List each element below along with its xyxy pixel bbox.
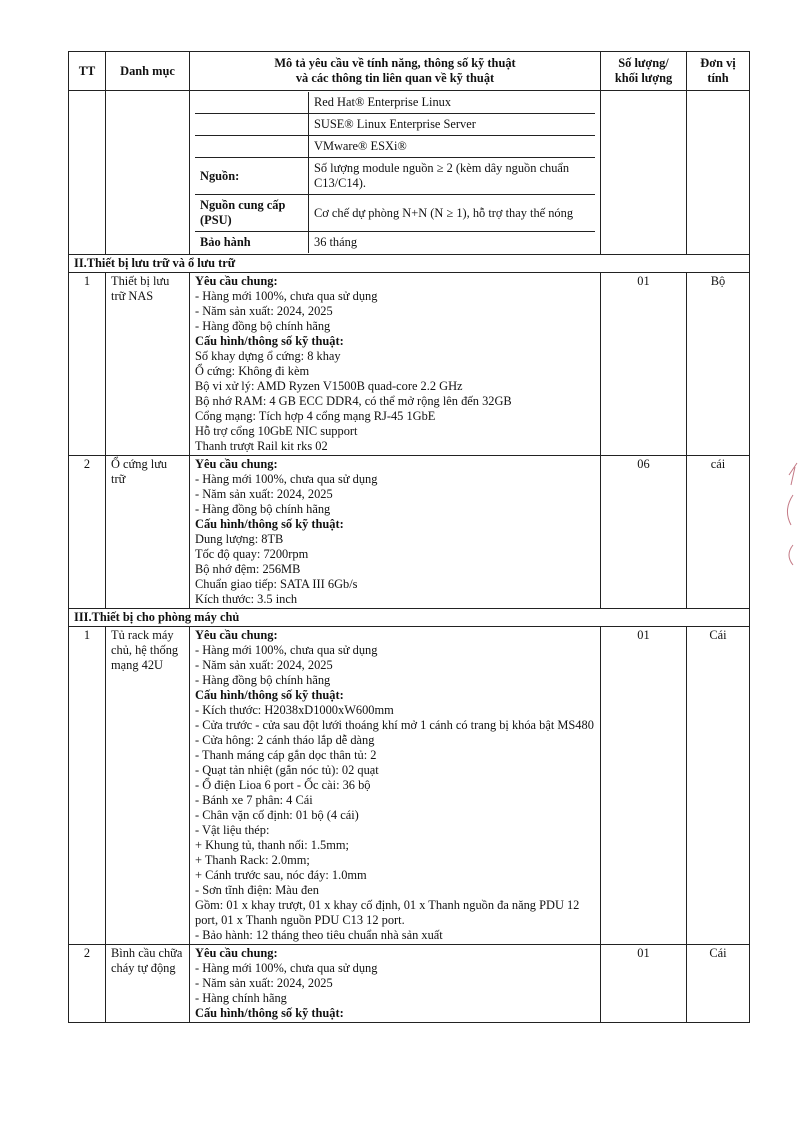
spec-line: Cổng mạng: Tích hợp 4 cổng mạng RJ-45 1GbE xyxy=(195,409,436,423)
spec-line: Hỗ trợ cổng 10GbE NIC support xyxy=(195,424,358,438)
config-heading: Cấu hình/thông số kỹ thuật: xyxy=(195,517,344,531)
spec-line: - Cửa hông: 2 cánh tháo lắp dễ dàng xyxy=(195,733,375,747)
config-heading: Cấu hình/thông số kỹ thuật: xyxy=(195,1006,344,1020)
spec-table xyxy=(68,51,750,1023)
spec-line: - Hàng đồng bộ chính hãng xyxy=(195,502,331,516)
continuation-row xyxy=(69,91,750,255)
spec-line: Gồm: 01 x khay trượt, 01 x khay cố định, 01 x Thanh nguồn đa năng PDU 12 port, 01 x Thanh nguồn PDU C13 12 port. xyxy=(195,898,580,927)
header-unit xyxy=(687,52,750,91)
header-tt: TT xyxy=(69,52,106,91)
spec-line: - Hàng mới 100%, chưa qua sử dụng xyxy=(195,643,378,657)
continuation-spec-cell xyxy=(190,91,601,255)
spec-line: + Khung tủ, thanh nối: 1.5mm; xyxy=(195,838,349,852)
spec-line: - Cửa trước - cửa sau đột lưới thoáng khí mở 1 cánh có trang bị khóa bật MS480 xyxy=(195,718,594,732)
spec-line: Bộ nhớ RAM: 4 GB ECC DDR4, có thể mở rộng lên đến 32GB xyxy=(195,394,512,408)
item-description xyxy=(190,273,601,456)
config-heading: Cấu hình/thông số kỹ thuật: xyxy=(195,334,344,348)
spec-line: - Năm sản xuất: 2024, 2025 xyxy=(195,487,333,501)
header-quantity xyxy=(601,52,687,91)
item-tt: 2 xyxy=(69,456,106,609)
warranty-value: 36 tháng xyxy=(309,232,596,254)
os-row-value: Red Hat® Enterprise Linux xyxy=(309,92,596,114)
continuation-unit xyxy=(687,91,750,255)
item-name: Bình cầu chữa cháy tự động xyxy=(106,945,190,1023)
spec-line: Chuẩn giao tiếp: SATA III 6Gb/s xyxy=(195,577,358,591)
section-title: II.Thiết bị lưu trữ và ổ lưu trữ xyxy=(69,255,750,273)
item-tt: 1 xyxy=(69,273,106,456)
item-description xyxy=(190,945,601,1023)
item-quantity: 01 xyxy=(601,945,687,1023)
spec-line: + Cánh trước sau, nóc đáy: 1.0mm xyxy=(195,868,367,882)
item-name: Thiết bị lưu trữ NAS xyxy=(106,273,190,456)
spec-line: Ổ cứng: Không đi kèm xyxy=(195,364,310,378)
spec-line: Số khay dựng ổ cứng: 8 khay xyxy=(195,349,341,363)
psu-row xyxy=(195,195,595,232)
spec-line: - Hàng mới 100%, chưa qua sử dụng xyxy=(195,961,378,975)
item-unit: Cái xyxy=(687,627,750,945)
spec-line: - Năm sản xuất: 2024, 2025 xyxy=(195,658,333,672)
psu-value: Cơ chế dự phòng N+N (N ≥ 1), hỗ trợ thay thế nóng xyxy=(309,195,596,232)
spec-line: - Vật liệu thép: xyxy=(195,823,270,837)
spec-line: - Chân vặn cố định: 01 bộ (4 cái) xyxy=(195,808,359,822)
spec-line: - Năm sản xuất: 2024, 2025 xyxy=(195,304,333,318)
spec-line: - Hàng mới 100%, chưa qua sử dụng xyxy=(195,289,378,303)
header-category: Danh mục xyxy=(106,52,190,91)
spec-line: - Kích thước: H2038xD1000xW600mm xyxy=(195,703,394,717)
section-row xyxy=(69,609,750,627)
item-unit: Cái xyxy=(687,945,750,1023)
general-heading: Yêu cầu chung: xyxy=(195,628,278,642)
os-row xyxy=(195,114,595,136)
item-quantity: 01 xyxy=(601,273,687,456)
item-tt: 2 xyxy=(69,945,106,1023)
spec-line: - Hàng đồng bộ chính hãng xyxy=(195,673,331,687)
general-heading: Yêu cầu chung: xyxy=(195,946,278,960)
section-title: III.Thiết bị cho phòng máy chủ xyxy=(69,609,750,627)
header-unit-line2: tính xyxy=(707,71,729,85)
spec-line: - Bánh xe 7 phân: 4 Cái xyxy=(195,793,313,807)
table-row xyxy=(69,945,750,1023)
table-row xyxy=(69,456,750,609)
spec-line: - Hàng chính hãng xyxy=(195,991,287,1005)
psu-label: Nguồn cung cấp (PSU) xyxy=(195,195,309,232)
item-description xyxy=(190,627,601,945)
spec-line: - Ổ điện Lioa 6 port - Ốc cài: 36 bộ xyxy=(195,778,371,792)
header-unit-line1: Đơn vị xyxy=(700,56,736,70)
config-heading: Cấu hình/thông số kỹ thuật: xyxy=(195,688,344,702)
item-unit: cái xyxy=(687,456,750,609)
os-row xyxy=(195,136,595,158)
spec-line: Thanh trượt Rail kit rks 02 xyxy=(195,439,328,453)
power-value: Số lượng module nguồn ≥ 2 (kèm dây nguồn chuẩn C13/C14). xyxy=(309,158,596,195)
item-quantity: 01 xyxy=(601,627,687,945)
continuation-tt xyxy=(69,91,106,255)
spec-line: Tốc độ quay: 7200rpm xyxy=(195,547,309,561)
spec-line: - Hàng mới 100%, chưa qua sử dụng xyxy=(195,472,378,486)
spec-line: - Quạt tản nhiệt (gắn nóc tủ): 02 quạt xyxy=(195,763,379,777)
table-row xyxy=(69,627,750,945)
section-row xyxy=(69,255,750,273)
table-header-row xyxy=(69,52,750,91)
general-heading: Yêu cầu chung: xyxy=(195,457,278,471)
header-quantity-line2: khối lượng xyxy=(614,71,673,85)
header-quantity-line1: Số lượng/ xyxy=(618,56,669,70)
power-label: Nguồn: xyxy=(195,158,309,195)
warranty-label: Bảo hành xyxy=(195,232,309,254)
os-row-value: VMware® ESXi® xyxy=(309,136,596,158)
continuation-subtable xyxy=(195,92,595,253)
spec-line: Kích thước: 3.5 inch xyxy=(195,592,298,606)
spec-line: Dung lượng: 8TB xyxy=(195,532,284,546)
general-heading: Yêu cầu chung: xyxy=(195,274,278,288)
header-description-line2: và các thông tin liên quan về kỹ thuật xyxy=(295,71,495,85)
spec-line: - Sơn tĩnh điện: Màu đen xyxy=(195,883,319,897)
os-row xyxy=(195,92,595,114)
stamp-fragment xyxy=(779,455,799,585)
os-row-value: SUSE® Linux Enterprise Server xyxy=(309,114,596,136)
warranty-row xyxy=(195,232,595,254)
item-description xyxy=(190,456,601,609)
item-quantity: 06 xyxy=(601,456,687,609)
header-description-line1: Mô tả yêu cầu về tính năng, thông số kỹ thuật xyxy=(274,56,516,70)
spec-line: - Hàng đồng bộ chính hãng xyxy=(195,319,331,333)
item-tt: 1 xyxy=(69,627,106,945)
header-description xyxy=(190,52,601,91)
power-row xyxy=(195,158,595,195)
spec-line: Bộ nhớ đệm: 256MB xyxy=(195,562,301,576)
spec-line: - Bảo hành: 12 tháng theo tiêu chuẩn nhà sản xuất xyxy=(195,928,443,942)
spec-line: + Thanh Rack: 2.0mm; xyxy=(195,853,310,867)
item-unit: Bộ xyxy=(687,273,750,456)
spec-line: - Năm sản xuất: 2024, 2025 xyxy=(195,976,333,990)
continuation-quantity xyxy=(601,91,687,255)
table-row xyxy=(69,273,750,456)
spec-line: Bộ vi xử lý: AMD Ryzen V1500B quad-core 2.2 GHz xyxy=(195,379,463,393)
item-name: Ổ cứng lưu trữ xyxy=(106,456,190,609)
spec-line: - Thanh máng cáp gắn dọc thân tủ: 2 xyxy=(195,748,377,762)
continuation-category xyxy=(106,91,190,255)
item-name: Tủ rack máy chủ, hệ thống mạng 42U xyxy=(106,627,190,945)
